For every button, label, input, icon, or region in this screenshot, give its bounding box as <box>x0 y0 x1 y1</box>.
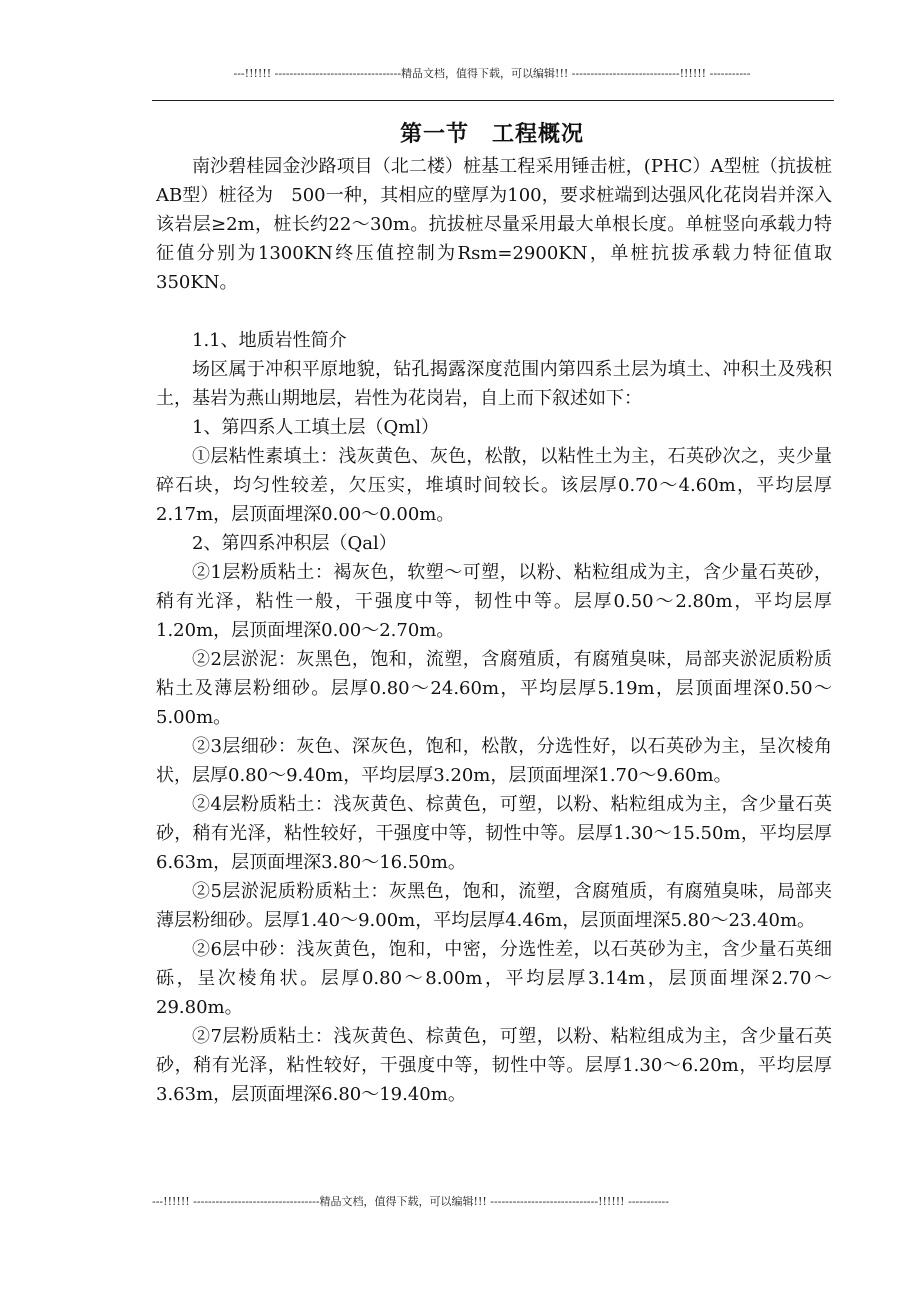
page-footer: ---!!!!!! ----------------------------------精品文档，值得下载，可以编辑!!! -----------------------------!!!!!! ----------- <box>152 1195 669 1208</box>
document-body <box>156 152 832 1109</box>
paragraph: ②3层细砂：灰色、深灰色，饱和，松散，分选性好，以石英砂为主，呈次棱角状，层厚0.80～9.40m，平均层厚3.20m，层顶面埋深1.70～9.60m。 <box>156 736 832 786</box>
layer-group-heading: 1、第四系人工填土层（Qml） <box>192 417 440 438</box>
subsection-heading: 1.1、地质岩性简介 <box>192 330 347 351</box>
paragraph: 场区属于冲积平原地貌，钻孔揭露深度范围内第四系土层为填土、冲积土及残积土，基岩为燕山期地层，岩性为花岗岩，自上而下叙述如下： <box>156 359 832 409</box>
paragraph: ②7层粉质粘土：浅灰黄色、棕黄色，可塑，以粉、粘粒组成为主，含少量石英砂，稍有光泽，粘性较好，干强度中等，韧性中等。层厚1.30～6.20m，平均层厚3.63m，层顶面埋深6.80～19.40m。 <box>156 1026 832 1105</box>
paragraph: ②5层淤泥质粉质粘土：灰黑色，饱和，流塑，含腐殖质，有腐殖臭味，局部夹薄层粉细砂。层厚1.40～9.00m，平均层厚4.46m，层顶面埋深5.80～23.40m。 <box>156 881 832 931</box>
page-header: ---!!!!!! ----------------------------------精品文档，值得下载，可以编辑!!! -----------------------------!!!!!! ----------- <box>233 67 751 80</box>
paragraph: 南沙碧桂园金沙路项目（北二楼）桩基工程采用锤击桩，(PHC）A型桩（抗拔桩AB型）桩径为 500一种，其相应的壁厚为100，要求桩端到达强风化花岗岩并深入该岩层≥2m，桩长约22～30m。抗拔桩尽量采用最大单根长度。单桩竖向承载力特征值分别为1300KN终压值控制为Rsm=2900KN，单桩抗拔承载力特征值取350KN。 <box>156 156 832 293</box>
paragraph: ②1层粉质粘土：褐灰色，软塑～可塑，以粉、粘粒组成为主，含少量石英砂，稍有光泽，粘性一般，干强度中等，韧性中等。层厚0.50～2.80m，平均层厚1.20m，层顶面埋深0.00～2.70m。 <box>156 562 832 641</box>
layer-group-heading: 2、第四系冲积层（Qal） <box>192 533 397 554</box>
paragraph: ②6层中砂：浅灰黄色，饱和，中密，分选性差，以石英砂为主，含少量石英细砾，呈次棱角状。层厚0.80～8.00m，平均层厚3.14m，层顶面埋深2.70～29.80m。 <box>156 939 832 1018</box>
section-title: 第一节 工程概况 <box>399 121 584 147</box>
paragraph: ②2层淤泥：灰黑色，饱和，流塑，含腐殖质，有腐殖臭味，局部夹淤泥质粉质粘土及薄层粉细砂。层厚0.80～24.60m，平均层厚5.19m，层顶面埋深0.50～5.00m。 <box>156 649 832 728</box>
paragraph: ①层粘性素填土：浅灰黄色、灰色，松散，以粘性土为主，石英砂次之，夹少量碎石块，均匀性较差，欠压实，堆填时间较长。该层厚0.70～4.60m，平均层厚2.17m，层顶面埋深0.00～0.00m。 <box>156 446 832 525</box>
header-divider <box>152 100 834 101</box>
paragraph: ②4层粉质粘土：浅灰黄色、棕黄色，可塑，以粉、粘粒组成为主，含少量石英砂，稍有光泽，粘性较好，干强度中等，韧性中等。层厚1.30～15.50m，平均层厚6.63m，层顶面埋深3.80～16.50m。 <box>156 794 832 873</box>
